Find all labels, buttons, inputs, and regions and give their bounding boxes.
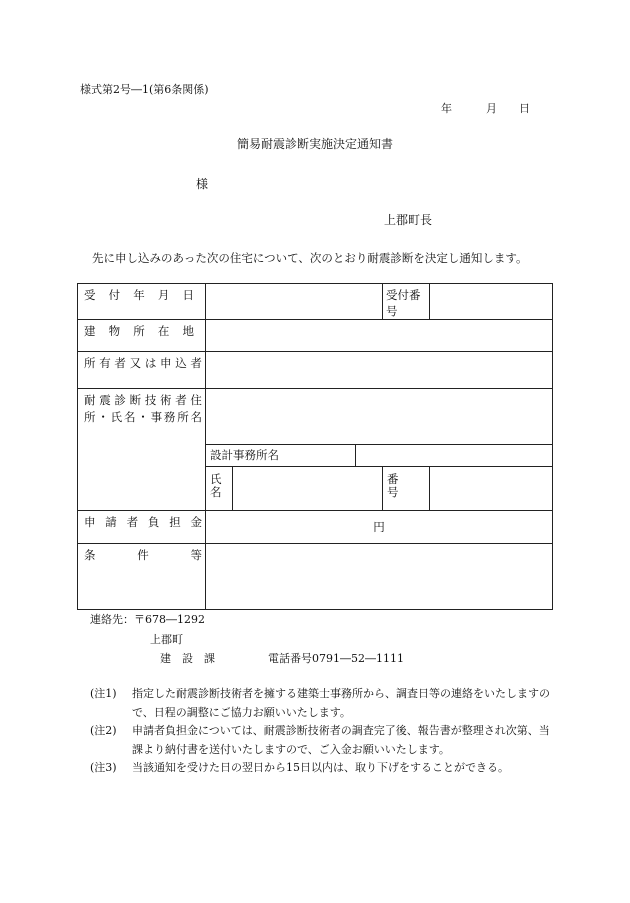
applicant-charge-field[interactable] — [206, 511, 553, 544]
label-char: 断 — [129, 393, 142, 407]
label-char: 事 — [150, 410, 163, 424]
owner-applicant-field[interactable] — [206, 352, 553, 389]
note-item — [90, 722, 560, 759]
label-char: 者 — [114, 356, 126, 370]
name-label-char: 名 — [210, 485, 222, 499]
label-char: 付 — [108, 288, 121, 302]
label-char: 負 — [147, 515, 160, 529]
applicant-charge-label — [78, 511, 206, 544]
label-char: 担 — [169, 515, 181, 529]
technician-name-field[interactable] — [233, 467, 383, 511]
notes-section — [90, 685, 560, 778]
note-text: 申請者負担金については、耐震診断技術者の調査完了後、報告書が整理され次第、当課より納付書を送付いたしますので、ご入金お願いいたします。 — [132, 724, 550, 756]
label-char: 受 — [84, 288, 96, 302]
spread-label — [84, 323, 194, 339]
date-day: 日 — [519, 102, 530, 115]
label-char: 者 — [175, 393, 187, 407]
label-char: 年 — [133, 288, 145, 302]
reception-date-field[interactable] — [206, 284, 383, 320]
contact-department: 建 設 課 — [160, 652, 215, 665]
label-char: 診 — [114, 393, 126, 407]
label-char: 氏 — [110, 410, 123, 424]
number-label-char: 号 — [387, 485, 399, 499]
reception-number-label: 受付番号 — [383, 284, 430, 320]
issuer-name: 上郡町長 — [384, 213, 433, 227]
label-char: ・ — [97, 410, 109, 424]
label-char: 等 — [190, 548, 202, 562]
conditions-field[interactable] — [206, 544, 553, 610]
label-char: 又 — [129, 356, 142, 370]
spread-label — [84, 409, 202, 426]
addressee-suffix: 様 — [196, 177, 209, 191]
technician-address-field[interactable] — [206, 389, 553, 445]
document-title: 簡易耐震診断実施決定通知書 — [236, 137, 393, 151]
design-office-label: 設計事務所名 — [206, 445, 356, 467]
label-char: 住 — [190, 393, 202, 407]
contact-address: 連絡先：〒678―1292 — [90, 613, 205, 626]
label-char: 所 — [133, 324, 145, 338]
conditions-label — [78, 544, 206, 610]
note-text: 指定した耐震診断技術者を擁する建築士事務所から、調査日等の連絡をいたしますので、日程の調整にご協力お願いいたします。 — [132, 687, 550, 719]
number-label — [383, 467, 430, 511]
spread-label — [84, 514, 202, 530]
note-item — [90, 759, 560, 778]
label-char: は — [144, 356, 157, 370]
note-label: (注3) — [90, 761, 117, 774]
contact-phone: 電話番号0791―52―1111 — [268, 652, 404, 665]
spread-label — [84, 547, 202, 563]
label-char: 金 — [190, 515, 202, 529]
owner-applicant-label — [78, 352, 206, 389]
label-char: 者 — [126, 515, 139, 529]
intro-text: 先に申し込みのあった次の住宅について、次のとおり耐震診断を決定し通知します。 — [92, 251, 528, 265]
label-char: 在 — [157, 324, 170, 338]
technician-number-field[interactable] — [430, 467, 553, 511]
date-month: 月 — [486, 102, 497, 115]
design-office-field[interactable] — [356, 445, 553, 467]
label-char: 込 — [175, 356, 187, 370]
label-char: 所 — [84, 410, 96, 424]
label-char: 日 — [182, 288, 194, 302]
label-char: 術 — [160, 393, 172, 407]
form-number: 様式第2号―1(第6条関係) — [80, 83, 209, 96]
label-char: 所 — [84, 356, 96, 370]
label-char: 名 — [190, 410, 202, 424]
date-line — [441, 100, 530, 116]
yen-unit: 円 — [373, 520, 385, 534]
spread-label — [84, 392, 202, 409]
name-label-char: 氏 — [210, 472, 222, 486]
note-label: (注2) — [90, 724, 117, 737]
building-location-field[interactable] — [206, 320, 553, 352]
label-char: 震 — [99, 393, 111, 407]
building-location-label — [78, 320, 206, 352]
label-char: 名 — [123, 410, 136, 424]
reception-number-field[interactable] — [430, 284, 553, 320]
label-char: 申 — [84, 515, 96, 529]
label-char: 地 — [182, 324, 194, 338]
label-char: 技 — [144, 393, 157, 407]
name-label — [206, 467, 233, 511]
spread-label — [84, 355, 202, 371]
reception-date-label — [78, 284, 206, 320]
label-char: 物 — [108, 324, 121, 338]
label-char: 件 — [137, 548, 149, 562]
label-char: 所 — [177, 410, 189, 424]
technician-label — [78, 389, 206, 511]
spread-label — [84, 287, 194, 303]
label-char: 耐 — [84, 393, 96, 407]
label-char: 条 — [84, 548, 96, 562]
label-char: ・ — [137, 410, 149, 424]
label-char: 建 — [84, 324, 96, 338]
label-char: 月 — [157, 288, 170, 302]
number-label-char: 番 — [387, 472, 399, 486]
label-char: 申 — [160, 356, 172, 370]
date-year: 年 — [441, 102, 452, 115]
note-label: (注1) — [90, 687, 117, 700]
label-char: 請 — [105, 515, 117, 529]
label-char: 有 — [99, 356, 111, 370]
contact-town: 上郡町 — [150, 633, 183, 646]
label-char: 者 — [190, 356, 202, 370]
note-text: 当該通知を受けた日の翌日から15日以内は、取り下げをすることができる。 — [132, 761, 509, 774]
notification-table — [77, 283, 553, 610]
note-item — [90, 685, 560, 722]
label-char: 務 — [163, 410, 176, 424]
